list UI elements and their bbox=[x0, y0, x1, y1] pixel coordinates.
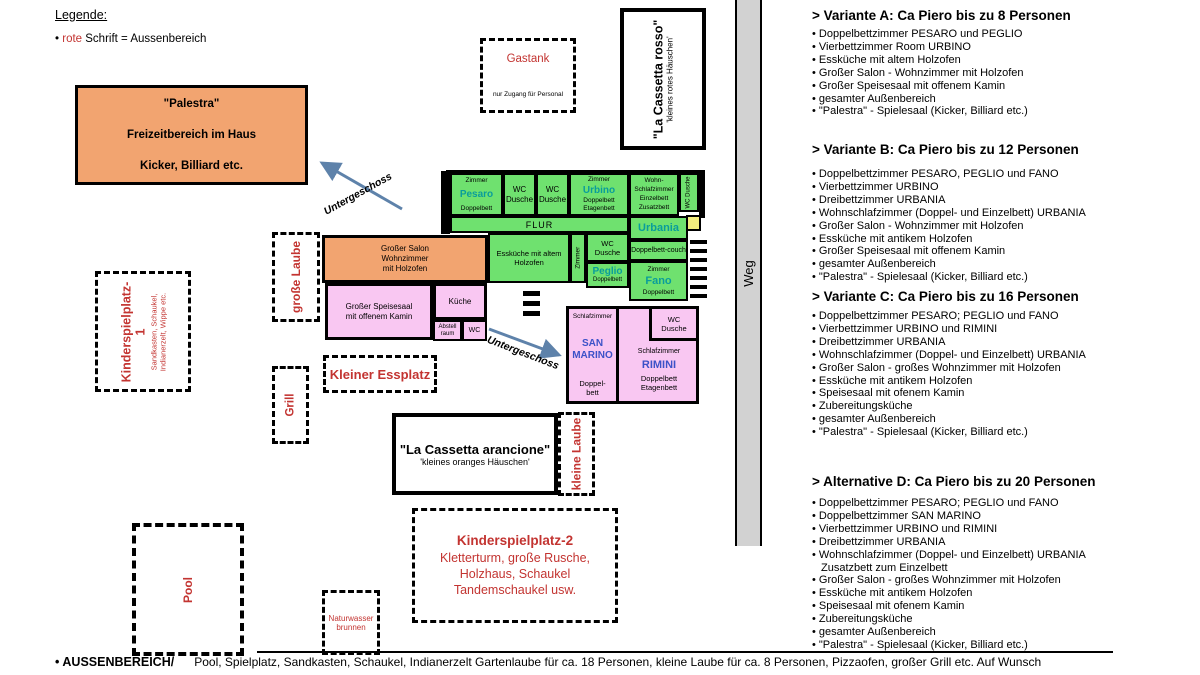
variant-a-list bbox=[812, 28, 1172, 118]
variant-item: • Doppelbettzimmer PESARO; PEGLIO und FANO bbox=[812, 310, 1059, 322]
room-wohnschlaf-l2: Schlafzimmer bbox=[634, 186, 674, 194]
room-fano-type: Zimmer bbox=[647, 266, 670, 273]
room-grosser-salon bbox=[322, 235, 488, 283]
legend-title: Legende: bbox=[55, 8, 108, 22]
variant-item: • "Palestra" - Spielesaal (Kicker, Billiard etc.) bbox=[812, 271, 1028, 284]
variant-item: • Großer Salon - Wohnzimmer mit Holzofen bbox=[812, 219, 1024, 232]
pool-box bbox=[132, 523, 244, 656]
stairs-mark bbox=[690, 276, 707, 280]
rimini-bed1: Doppelbett bbox=[640, 374, 678, 383]
variant-b-heading: > Variante B: Ca Piero bis zu 12 Personen bbox=[812, 142, 1079, 157]
footer-divider bbox=[257, 651, 1113, 653]
corridor-flur bbox=[450, 216, 629, 233]
palestra-line2: Freizeitbereich im Haus bbox=[126, 129, 257, 141]
room-fano-beds: Doppelbett bbox=[642, 288, 675, 296]
speisesaal-l1: Großer Speisesaal bbox=[345, 301, 413, 311]
room-wohnschlaf-l1: Wohn- bbox=[644, 177, 664, 184]
stairs-mark bbox=[690, 240, 707, 244]
abstell-l1: Abstell bbox=[438, 323, 457, 330]
flur-label: FLUR bbox=[525, 219, 554, 230]
stairs-mark bbox=[690, 267, 707, 271]
salon-l2: Wohnzimmer bbox=[381, 254, 429, 263]
gastank-note: nur Zugang für Personal bbox=[492, 91, 564, 98]
variant-item: • gesamter Außenbereich bbox=[812, 92, 936, 105]
gastank-title: Gastank bbox=[506, 53, 550, 65]
variant-item: • Essküche mit antikem Holzofen bbox=[812, 587, 973, 600]
room-doppelbett-couch bbox=[629, 240, 688, 261]
palestra-box bbox=[75, 85, 308, 185]
rimini-bed2: Etagenbett bbox=[640, 383, 678, 392]
wc-dusche-rotated: WC Dusche bbox=[685, 176, 692, 209]
room-rimini bbox=[619, 338, 699, 402]
grill-label: Grill bbox=[284, 393, 297, 417]
room-urbania-name: Urbania bbox=[638, 222, 679, 234]
variant-item: • "Palestra" - Spielesaal (Kicker, Billiard etc.) bbox=[812, 105, 1028, 118]
cassetta-arancione-subtitle: 'kleines oranges Häuschen' bbox=[420, 456, 530, 467]
kinderspielplatz1-detail1: Sandkasten, Schaukel, bbox=[149, 293, 158, 370]
variant-item: • Essküche mit altem Holzofen bbox=[812, 53, 961, 66]
variant-c-block bbox=[812, 289, 1172, 439]
variant-item: • Speisesaal mit ofenem Kamin bbox=[812, 387, 965, 400]
room-wc-dusche-2 bbox=[536, 173, 569, 216]
variant-item: • Vierbettzimmer Room URBINO bbox=[812, 40, 971, 53]
kinderspielplatz1-text bbox=[119, 281, 167, 382]
room-fano bbox=[629, 261, 688, 301]
rimini-type: Schlafzimmer bbox=[637, 348, 681, 355]
room-wc-dusche-1 bbox=[503, 173, 536, 216]
salon-l1: Großer Salon bbox=[380, 244, 430, 253]
room-pesaro-name: Pesaro bbox=[459, 189, 494, 200]
variant-item: • Vierbettzimmer URBINO bbox=[812, 180, 939, 193]
room-urbino bbox=[569, 173, 629, 216]
wc-label: WC bbox=[512, 184, 527, 194]
variant-item: • Zubereitungsküche bbox=[812, 613, 913, 626]
stairs-mark bbox=[523, 311, 540, 316]
variant-item: • Großer Salon - Wohnzimmer mit Holzofen bbox=[812, 66, 1024, 79]
room-urbania bbox=[629, 216, 688, 240]
variant-item: • Wohnschlafzimmer (Doppel- und Einzelbett) URBANIA bbox=[812, 548, 1086, 561]
kleiner-essplatz-box bbox=[323, 355, 437, 393]
stairs-mark bbox=[690, 258, 707, 262]
variant-item: • Vierbettzimmer URBINO und RIMINI bbox=[812, 322, 998, 335]
room-pesaro bbox=[450, 173, 503, 216]
variant-item: • Doppelbettzimmer PESARO und PEGLIO bbox=[812, 28, 1023, 40]
stairs-mark bbox=[690, 249, 707, 253]
variant-item: • Doppelbettzimmer PESARO; PEGLIO und FANO bbox=[812, 497, 1059, 509]
untergeschoss-label-lower: Untergeschoss bbox=[485, 333, 561, 373]
variant-item: • Doppelbettzimmer PESARO, PEGLIO und FANO bbox=[812, 168, 1059, 180]
cassetta-rosso-text bbox=[652, 19, 675, 139]
room-wc-dusche-6 bbox=[649, 306, 699, 341]
kueche-label: Küche bbox=[448, 296, 472, 306]
variant-item: • Großer Speisesaal mit offenem Kamin bbox=[812, 79, 1006, 92]
room-wohnschlaf-l4: Zusatzbett bbox=[638, 204, 670, 212]
stairs-mark bbox=[523, 301, 540, 306]
wc-label: WC bbox=[601, 238, 614, 248]
variant-b-block bbox=[812, 142, 1172, 284]
kinderspielplatz2-l2: Holzhaus, Schaukel bbox=[459, 567, 571, 581]
wc-label: WC bbox=[667, 314, 681, 324]
cassetta-rosso-title: "La Cassetta rosso" bbox=[651, 19, 666, 139]
legend-rest: Schrift = Aussenbereich bbox=[82, 33, 207, 45]
variant-item: • Speisesaal mit ofenem Kamin bbox=[812, 600, 965, 613]
variant-item: • "Palestra" - Spielesaal (Kicker, Billiard etc.) bbox=[812, 426, 1028, 439]
room-grosser-speisesaal bbox=[325, 283, 433, 340]
variant-item: • Wohnschlafzimmer (Doppel- und Einzelbett) URBANIA bbox=[812, 206, 1086, 219]
wc-label: WC bbox=[545, 184, 560, 194]
wall-segment bbox=[441, 171, 450, 234]
dusche-label: Dusche bbox=[505, 194, 534, 204]
kinderspielplatz1-number: 1 bbox=[133, 328, 147, 335]
legend-bullet: • bbox=[55, 33, 60, 45]
gastank-box bbox=[480, 38, 576, 113]
esskueche-label: Essküche mit altem Holzofen bbox=[496, 249, 562, 267]
salon-l3: mit Holzofen bbox=[382, 264, 428, 273]
grosse-laube-label: große Laube bbox=[289, 240, 304, 314]
room-urbino-bed1: Doppelbett bbox=[583, 196, 615, 204]
room-zimmer-strip bbox=[570, 233, 586, 283]
variant-item: • gesamter Außenbereich bbox=[812, 413, 936, 426]
kinderspielplatz1-box bbox=[95, 271, 191, 392]
footer-label: • AUSSENBEREICH/ bbox=[55, 655, 175, 669]
room-kueche bbox=[433, 283, 487, 320]
room-esskueche bbox=[488, 233, 570, 283]
kinderspielplatz2-box bbox=[412, 508, 618, 623]
room-peglio-name: Peglio bbox=[592, 266, 623, 277]
variant-item: • Vierbettzimmer URBINO und RIMINI bbox=[812, 522, 998, 535]
variant-d-list bbox=[812, 497, 1172, 652]
abstell-l2: raum bbox=[440, 330, 455, 337]
room-wohnschlafzimmer bbox=[629, 173, 679, 216]
kleine-laube-label: kleine Laube bbox=[569, 417, 584, 491]
cassetta-rosso-subtitle: 'kleines rotes Häuschen' bbox=[665, 35, 675, 123]
variant-item: • Doppelbettzimmer SAN MARINO bbox=[812, 509, 981, 522]
room-urbino-bed2: Etagenbett bbox=[583, 205, 615, 213]
variant-a-block bbox=[812, 8, 1172, 118]
rimini-name: RIMINI bbox=[641, 359, 677, 371]
variant-item: • Zubereitungsküche bbox=[812, 400, 913, 413]
weg-path bbox=[735, 0, 762, 546]
kinderspielplatz2-l1: Kletterturm, große Rusche, bbox=[439, 551, 591, 565]
san-marino-type: Schlafzimmer bbox=[572, 313, 613, 320]
variant-item: • Dreibettzimmer URBANIA bbox=[812, 193, 946, 206]
variant-d-block bbox=[812, 474, 1172, 652]
kleiner-essplatz-label: Kleiner Essplatz bbox=[329, 366, 431, 382]
grosse-laube-box bbox=[272, 232, 320, 322]
legend-red-word: rote bbox=[62, 33, 83, 45]
weg-label: Weg bbox=[741, 259, 756, 287]
stairs-mark bbox=[690, 294, 707, 298]
palestra-line3: Kicker, Billiard etc. bbox=[140, 160, 243, 172]
kinderspielplatz2-title: Kinderspielplatz-2 bbox=[456, 533, 574, 548]
variant-item: • Dreibettzimmer URBANIA bbox=[812, 535, 946, 548]
variant-b-list bbox=[812, 168, 1172, 284]
stairs-mark bbox=[523, 291, 540, 296]
untergeschoss-label-upper: Untergeschoss bbox=[321, 170, 395, 218]
palestra-title: "Palestra" bbox=[163, 98, 220, 110]
kleine-laube-box bbox=[558, 412, 595, 496]
san-marino-name: SAN MARINO bbox=[572, 337, 613, 361]
variant-item: Zusatzbett zum Einzelbett bbox=[821, 561, 948, 574]
variant-c-list bbox=[812, 310, 1172, 439]
room-wc-dusche-3 bbox=[679, 173, 699, 212]
variant-item: • Großer Speisesaal mit offenem Kamin bbox=[812, 245, 1006, 258]
pool-label: Pool bbox=[181, 576, 195, 603]
cassetta-arancione-title: "La Cassetta arancione" bbox=[399, 441, 551, 457]
footer-line bbox=[55, 655, 1175, 669]
variant-item: • Dreibettzimmer URBANIA bbox=[812, 335, 946, 348]
zimmer-rotated-label: Zimmer bbox=[574, 246, 582, 270]
footer-text: Pool, Spielplatz, Sandkasten, Schaukel, Indianerzelt Gartenlaube für ca. 18 Personen, kleine Laube für ca. 8 Personen, Pizzaofen, großer Grill etc. Auf Wunsch bbox=[194, 655, 1042, 669]
room-peglio-beds: Doppelbett bbox=[592, 277, 623, 283]
room-peglio bbox=[586, 262, 629, 288]
room-pesaro-beds: Doppelbett bbox=[460, 204, 493, 212]
variant-item: • "Palestra" - Spielesaal (Kicker, Billiard etc.) bbox=[812, 638, 1028, 651]
room-urbino-name: Urbino bbox=[582, 184, 616, 196]
variant-item: • gesamter Außenbereich bbox=[812, 626, 936, 639]
variant-item: • Großer Salon - großes Wohnzimmer mit Holzofen bbox=[812, 361, 1061, 374]
grill-box bbox=[272, 366, 309, 444]
speisesaal-l2: mit offenem Kamin bbox=[345, 311, 413, 321]
room-san-marino bbox=[566, 306, 619, 404]
cassetta-arancione-box bbox=[392, 413, 558, 495]
legend-item bbox=[55, 33, 206, 45]
naturwasser-l2: brunnen bbox=[336, 622, 366, 632]
variant-item: • gesamter Außenbereich bbox=[812, 258, 936, 271]
room-urbino-type: Zimmer bbox=[587, 176, 611, 183]
wc-label: WC bbox=[468, 326, 481, 334]
room-wc-dusche-4 bbox=[586, 233, 629, 262]
variant-item: • Essküche mit antikem Holzofen bbox=[812, 374, 973, 387]
variant-d-heading: > Alternative D: Ca Piero bis zu 20 Personen bbox=[812, 474, 1096, 489]
variant-item: • Wohnschlafzimmer (Doppel- und Einzelbett) URBANIA bbox=[812, 348, 1086, 361]
room-abstellraum bbox=[433, 320, 462, 341]
kinderspielplatz2-l3: Tandemschaukel usw. bbox=[453, 583, 577, 597]
kinderspielplatz1-detail2: Indianerzelt, Wippe etc. bbox=[158, 292, 167, 371]
dusche-label: Dusche bbox=[661, 323, 687, 333]
cassetta-rosso-box bbox=[620, 8, 706, 150]
room-fano-name: Fano bbox=[645, 275, 672, 287]
variant-item: • Großer Salon - großes Wohnzimmer mit Holzofen bbox=[812, 574, 1061, 587]
dusche-label: Dusche bbox=[594, 247, 621, 257]
room-wohnschlaf-l3: Einzelbett bbox=[639, 195, 669, 203]
kinderspielplatz1-name: Kinderspielplatz- bbox=[119, 281, 133, 382]
variant-a-heading: > Variante A: Ca Piero bis zu 8 Personen bbox=[812, 8, 1071, 23]
naturwasser-l1: Naturwasser bbox=[328, 613, 374, 623]
variant-c-heading: > Variante C: Ca Piero bis zu 16 Personen bbox=[812, 289, 1079, 304]
wall-segment bbox=[699, 170, 705, 218]
door-marker bbox=[686, 215, 701, 231]
variant-item: • Essküche mit antikem Holzofen bbox=[812, 232, 973, 245]
room-pesaro-type: Zimmer bbox=[465, 177, 488, 184]
stairs-mark bbox=[690, 285, 707, 289]
doppelbett-couch-label: Doppelbett-couch bbox=[631, 246, 686, 254]
dusche-label: Dusche bbox=[538, 194, 567, 204]
naturwasserbrunnen-box bbox=[322, 590, 380, 655]
san-marino-beds: Doppel- bett bbox=[579, 379, 606, 397]
